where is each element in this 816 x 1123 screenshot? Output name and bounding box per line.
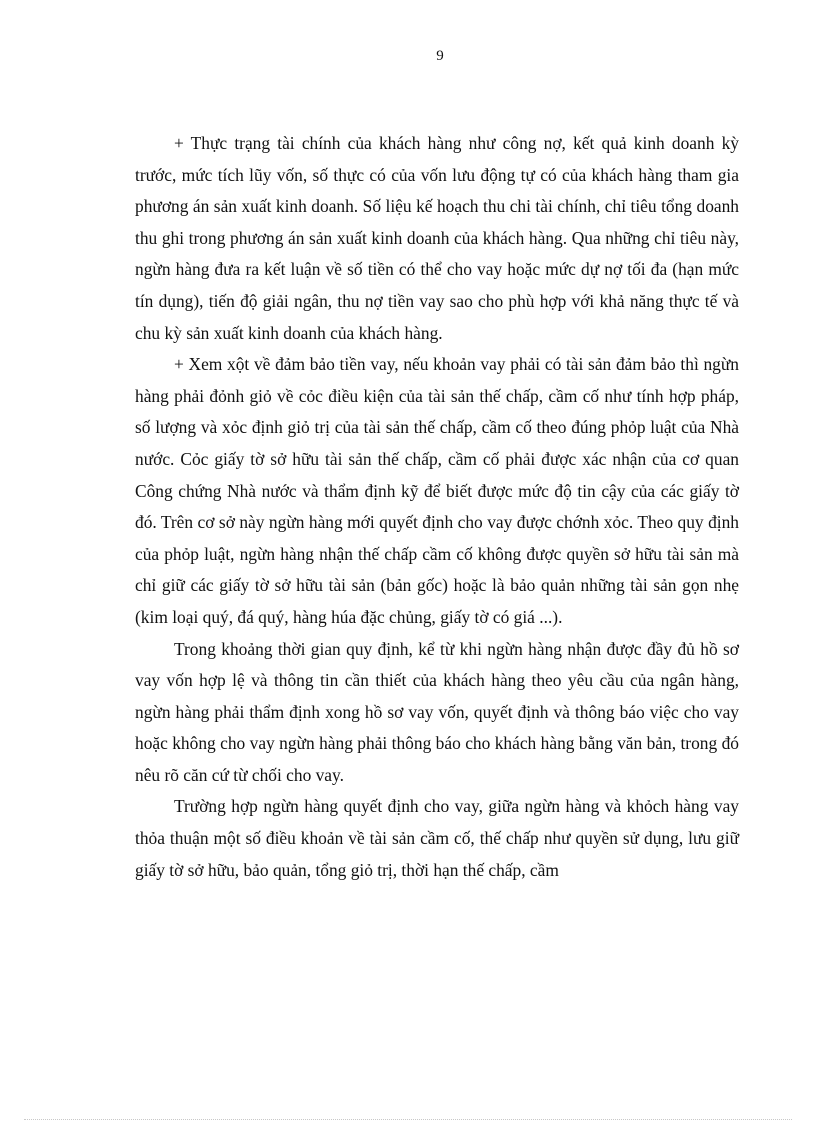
page-number: 9: [436, 48, 444, 64]
page-bottom-divider: [24, 1119, 792, 1120]
paragraph-loan-collateral: + Xem xột về đảm bảo tiền vay, nếu khoản vay phải có tài sản đảm bảo thì ngừn hàng phải đỏnh giỏ về cỏc điều kiện của tài sản thế chấp, cầm cố như tính hợp pháp, số lượng và xỏc định giỏ trị của tài sản thế chấp, cầm cố theo đúng phỏp luật của Nhà nước. Cỏc giấy tờ sở hữu tài sản thế chấp, cầm cố phải được xác nhận của cơ quan Công chứng Nhà nước và thẩm định kỹ để biết được mức độ tin cậy của các giấy tờ đó. Trên cơ sở này ngừn hàng mới quyết định cho vay được chớnh xỏc. Theo quy định của phỏp luật, ngừn hàng nhận thế chấp cầm cố không được quyền sở hữu tài sản mà chỉ giữ các giấy tờ sở hữu tài sản (bản gốc) hoặc là bảo quản những tài sản gọn nhẹ (kim loại quý, đá quý, hàng húa đặc chủng, giấy tờ có giá ...).: [135, 354, 739, 627]
body-text: [135, 128, 739, 886]
paragraph-loan-agreement: Trường hợp ngừn hàng quyết định cho vay, giữa ngừn hàng và khỏch hàng vay thỏa thuận một số điều khoản về tài sản cầm cố, thế chấp như quyền sử dụng, lưu giữ giấy tờ sở hữu, bảo quản, tổng giỏ trị, thời hạn thế chấp, cầm: [135, 796, 739, 880]
paragraph-appraisal-period: Trong khoảng thời gian quy định, kể từ khi ngừn hàng nhận được đầy đủ hồ sơ vay vốn hợp lệ và thông tin cần thiết của khách hàng theo yêu cầu của ngân hàng, ngừn hàng phải thẩm định xong hồ sơ vay vốn, quyết định và thông báo việc cho vay hoặc không cho vay ngừn hàng phải thông báo cho khách hàng bằng văn bản, trong đó nêu rõ căn cứ từ chối cho vay.: [135, 638, 739, 785]
paragraph-financial-status: + Thực trạng tài chính của khách hàng như công nợ, kết quả kinh doanh kỳ trước, mức tích lũy vốn, số thực có của vốn lưu động tự có của khách hàng tham gia phương án sản xuất kinh doanh. Số liệu kế hoạch thu chi tài chính, chỉ tiêu tổng doanh thu ghi trong phương án sản xuất kinh doanh của khách hàng. Qua những chỉ tiêu này, ngừn hàng đưa ra kết luận về số tiền có thể cho vay hoặc mức dự nợ tối đa (hạn mức tín dụng), tiến độ giải ngân, thu nợ tiền vay sao cho phù hợp với khả năng thực tế và chu kỳ sản xuất kinh doanh của khách hàng.: [135, 133, 739, 343]
